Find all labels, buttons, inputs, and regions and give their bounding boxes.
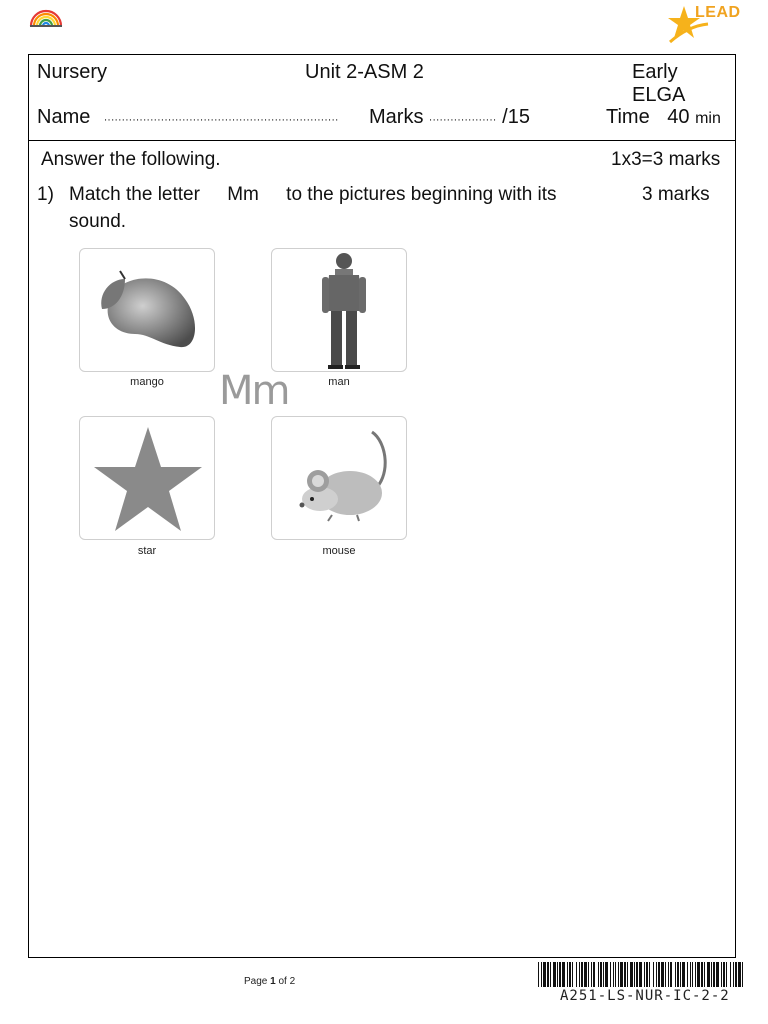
lead-logo-text: LEAD bbox=[695, 4, 741, 21]
mouse-caption: mouse bbox=[322, 545, 356, 557]
star-card[interactable] bbox=[79, 416, 215, 540]
question-marks: 3 marks bbox=[642, 184, 710, 205]
question-text-part2: to the pictures beginning with its bbox=[286, 184, 557, 205]
instruction-text: Answer the following. bbox=[41, 149, 221, 170]
level-label: Nursery bbox=[37, 61, 108, 83]
header-divider bbox=[29, 140, 735, 141]
marks-dots: ................... bbox=[429, 111, 497, 124]
page-suffix: of 2 bbox=[275, 976, 296, 987]
marks-field bbox=[369, 106, 530, 129]
marks-total: /15 bbox=[502, 106, 530, 128]
name-dots: .................................................................. bbox=[104, 111, 339, 124]
name-field[interactable] bbox=[104, 106, 339, 129]
time-field bbox=[606, 106, 721, 129]
man-icon bbox=[272, 249, 408, 373]
mango-card[interactable] bbox=[79, 248, 215, 372]
barcode-icon bbox=[538, 962, 743, 987]
page-prefix: Page bbox=[244, 976, 271, 987]
question-text-part1: Match the letter bbox=[69, 184, 200, 205]
mouse-card[interactable] bbox=[271, 416, 407, 540]
barcode-text: A251-LS-NUR-IC-2-2 bbox=[560, 988, 730, 1004]
man-caption: man bbox=[328, 376, 350, 388]
page-current: 1 bbox=[270, 976, 276, 987]
question-number: 1) bbox=[37, 184, 54, 205]
time-unit: min bbox=[695, 110, 721, 127]
mango-caption: mango bbox=[130, 376, 164, 388]
time-label: Time bbox=[606, 106, 650, 128]
mango-icon bbox=[80, 249, 216, 373]
name-label: Name bbox=[37, 106, 91, 128]
center-letter-mm[interactable]: Mm bbox=[219, 368, 289, 414]
marks-label: Marks bbox=[369, 106, 424, 128]
school-logo-icon bbox=[28, 6, 64, 28]
mouse-icon bbox=[272, 417, 408, 541]
unit-title: Unit 2-ASM 2 bbox=[305, 61, 424, 83]
star-caption: star bbox=[137, 545, 157, 557]
question-text bbox=[69, 184, 557, 206]
star-icon bbox=[80, 417, 216, 541]
page-indicator bbox=[244, 976, 295, 987]
time-value: 40 bbox=[667, 106, 690, 128]
man-card[interactable] bbox=[271, 248, 407, 372]
subject-label: Early ELGA bbox=[632, 61, 686, 106]
section-marks: 1x3=3 marks bbox=[611, 149, 721, 170]
question-letter: Mm bbox=[227, 184, 259, 205]
question-text-part3: sound. bbox=[69, 211, 127, 232]
